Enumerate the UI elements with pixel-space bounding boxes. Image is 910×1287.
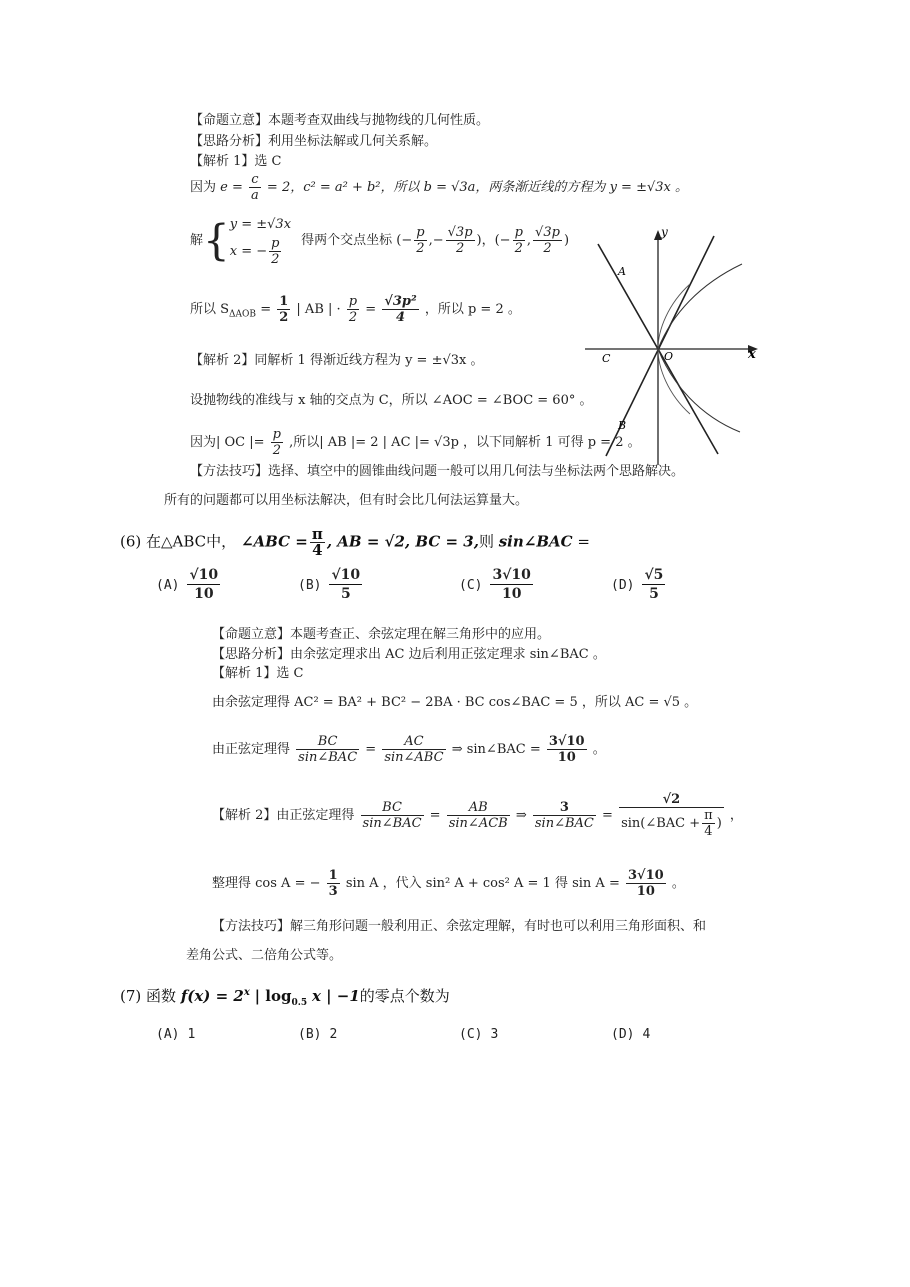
q5-solution1-head: 【解析 1】选 C [190, 154, 282, 169]
q5-line-eccentricity: 因为 e = $\frac{c}{a}$ = 2，c² = a² + b²，所以 b = √3a，两条渐近线的方程为 y = ±√3x 。 [190, 172, 688, 203]
q7-option-c[interactable]: (C) 3 [459, 1027, 499, 1042]
q6-intent: 【命题立意】本题考查正、余弦定理在解三角形中的应用。 [212, 627, 551, 642]
q7-option-b[interactable]: (B) 2 [298, 1027, 338, 1042]
q6-method: 【方法技巧】解三角形问题一般利用正、余弦定理解，有时也可以利用三角形面积、和 [212, 919, 707, 934]
hyperbola-parabola-graph [580, 222, 770, 472]
q7-option-d[interactable]: (D) 4 [611, 1027, 651, 1042]
q6-option-c[interactable]: (C) $\frac{3√10}{10}$ [459, 567, 531, 602]
q5-line-system: 解{ y = ±√3x x = − $\frac{p}{2}$ 得两个交点坐标 (− $\frac{p}{2}$ ,− $\frac{√3p}{2}$ )，(− $\frac{p}{2}$ , $\frac{√3p}{2}$ ) [190, 215, 570, 267]
point-c-label: C [602, 352, 611, 365]
q5-analysis: 【思路分析】利用坐标法解或几何关系解。 [190, 134, 438, 149]
q7-option-a[interactable]: (A) 1 [156, 1027, 196, 1042]
x-axis-label: x [748, 347, 756, 362]
q7-stem: (7) 函数 $f(x) = 2^x$ | $\log_{0.5} x$ | −1的零点个数为 [120, 987, 450, 1008]
q6-option-b[interactable]: (B) $\frac{√10}{5}$ [298, 567, 361, 602]
q5-solution2: 【解析 2】同解析 1 得渐近线方程为 y = ±√3x 。 [190, 353, 484, 368]
q6-solution1-head: 【解析 1】选 C [212, 666, 304, 681]
y-axis-label: y [661, 225, 668, 239]
q5-intent: 【命题立意】本题考查双曲线与抛物线的几何性质。 [190, 113, 490, 128]
q6-option-d[interactable]: (D) $\frac{√5}{5}$ [611, 567, 664, 602]
q6-final: 整理得 cos A = − $\frac{1}{3}$ sin A ，代入 sin² A + cos² A = 1 得 sin A = $\frac{3√10}{10}$ 。 [212, 868, 685, 899]
q6-analysis: 【思路分析】由余弦定理求出 AC 边后利用正弦定理求 sin∠BAC 。 [212, 647, 606, 662]
origin-label: O [664, 350, 674, 363]
parabola-curve [658, 264, 742, 432]
q5-method: 【方法技巧】选择、填空中的圆锥曲线问题一般可以用几何法与坐标法两个思路解决。 [190, 464, 685, 479]
point-a-label: A [618, 265, 626, 278]
q5-line-oc: 因为| OC |= $\frac{p}{2}$ ,所以| AB |= 2 | AC |= √3p ，以下同解析 1 可得 p = 2 。 [190, 427, 641, 458]
q6-option-a[interactable]: (A) $\frac{√10}{10}$ [156, 567, 219, 602]
q6-stem: (6) 在△ABC中， ∠ABC = $\frac{\pi}{4}$ , AB = √2, BC = 3,则 sin∠BAC = [120, 525, 590, 559]
q5-method-cont: 所有的问题都可以用坐标法解决，但有时会比几何法运算量大。 [164, 493, 529, 508]
q6-method-cont: 差角公式、二倍角公式等。 [186, 948, 343, 963]
q6-sine-law: 由正弦定理得 $\frac{BC}{\text{sin∠BAC}}$ = $\frac{AC}{\text{sin∠ABC}}$ ⇒ sin∠BAC = $\frac{3√10}{10}$ 。 [212, 734, 606, 765]
q6-solution2: 【解析 2】由正弦定理得 $\frac{BC}{\text{sin∠BAC}}$ = $\frac{AB}{\text{sin∠ACB}}$ ⇒ $\frac{3}{\text{sin∠BAC}}$ = √2 sin(∠BAC + $\frac{\pi}{4}$ ) ， [212, 792, 743, 839]
q5-line-angle: 设抛物线的准线与 x 轴的交点为 C，所以 ∠AOC = ∠BOC = 60° 。 [190, 393, 593, 408]
point-b-label: B [618, 419, 627, 432]
q5-line-area: 所以 $S_{\Delta AOB}$ = $\frac{1}{2}$ | AB | · $\frac{p}{2}$ = $\frac{\text{√3p²}}{4}$ ，所以 p = 2 。 [190, 294, 521, 325]
q6-cosine-law: 由余弦定理得 AC² = BA² + BC² − 2BA · BC cos∠BAC = 5 ，所以 AC = √5 。 [212, 695, 698, 710]
